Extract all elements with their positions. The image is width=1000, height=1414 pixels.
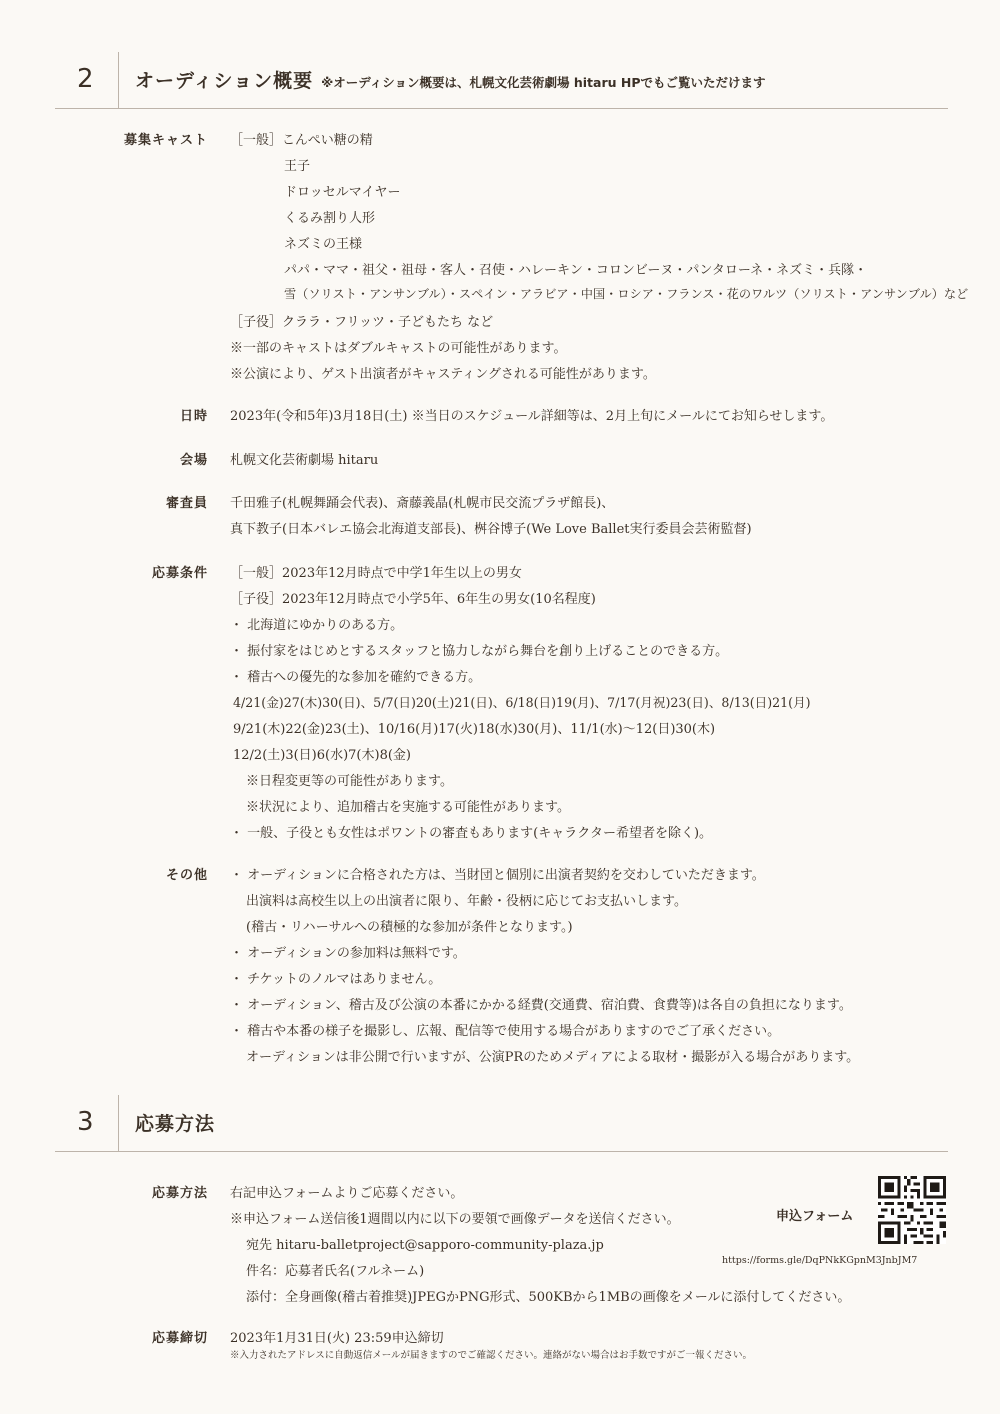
judges-line: 真下教子(日本バレエ協会北海道支部長)、桝谷博子(We Love Ballet実行委員会芸術監督): [230, 522, 752, 537]
conditions-line: ※日程変更等の可能性があります。: [246, 774, 453, 789]
venue-label: 会場: [179, 453, 208, 468]
section-3-header: [55, 1095, 948, 1152]
other-line: 出演料は高校生以上の出演者に限り、年齢・役柄に応じてお支払いします。: [246, 894, 687, 909]
cast-line: ※一部のキャストはダブルキャストの可能性があります。: [230, 341, 567, 356]
cast-line: パパ・ママ・祖父・祖母・客人・召使・ハレーキン・コロンビーヌ・パンタローネ・ネズミ・兵隊・: [284, 263, 868, 278]
section-title: [135, 66, 766, 93]
conditions-line: ・ 北海道にゆかりのある方。: [230, 618, 404, 633]
conditions-line: 9/21(木)22(金)23(土)、10/16(月)17(火)18(水)30(月)、11/1(水)〜12(日)30(木): [233, 722, 716, 737]
conditions-line: ［子役］2023年12月時点で小学5年、6年生の男女(10名程度): [230, 592, 596, 607]
other-line: ・ オーディションの参加料は無料です。: [230, 946, 466, 961]
other-line: ・ 稽古や本番の様子を撮影し、広報、配信等で使用する場合がありますのでご了承ください。: [230, 1024, 781, 1039]
section-2-header: [55, 52, 948, 109]
cast-line: ※公演により、ゲスト出演者がキャスティングされる可能性があります。: [230, 367, 656, 382]
deadline-note: ※入力されたアドレスに自動返信メールが届きますのでご確認ください。連絡がない場合はお手数ですがご一報ください。: [230, 1350, 753, 1361]
method-line: 右記申込フォームよりご応募ください。: [230, 1186, 464, 1201]
other-line: オーディションは非公開で行いますが、公演PRのためメディアによる取材・撮影が入る場合があります。: [246, 1050, 860, 1065]
cast-line: 王子: [284, 159, 311, 174]
date-text: 2023年(令和5年)3月18日(土) ※当日のスケジュール詳細等は、2月上旬にメールにてお知らせします。: [230, 409, 834, 424]
conditions-line: ※状況により、追加稽古を実施する可能性があります。: [246, 800, 570, 815]
method-line: 件名：応募者氏名(フルネーム): [246, 1264, 425, 1279]
section-title-text: オーディション概要: [135, 70, 314, 92]
conditions-line: 4/21(金)27(木)30(日)、5/7(日)20(土)21(日)、6/18(日)19(月)、7/17(月祝)23(日)、8/13(日)21(月): [233, 695, 811, 710]
divider: [118, 1095, 119, 1151]
section-note: ※オーディション概要は、札幌文化芸術劇場 hitaru HPでもご覧いただけます: [321, 75, 766, 90]
conditions-line: ・ 振付家をはじめとするスタッフと協力しながら舞台を創り上げることのできる方。: [230, 644, 729, 659]
other-label: その他: [165, 868, 208, 883]
date-label: 日時: [179, 409, 208, 424]
cast-line: 雪（ソリスト・アンサンブル）・スペイン・アラビア・中国・ロシア・フランス・花のワルツ（ソリスト・アンサンブル）など: [284, 287, 969, 301]
form-url[interactable]: https://forms.gle/DqPNkKGpnM3JnbJM7: [722, 1255, 918, 1266]
method-label: 応募方法: [151, 1186, 208, 1201]
other-line: ・ チケットのノルマはありません。: [230, 972, 442, 987]
divider: [118, 52, 119, 108]
deadline-label: 応募締切: [151, 1331, 208, 1346]
judges-line: 千田雅子(札幌舞踊会代表)、斎藤義晶(札幌市民交流プラザ館長)、: [230, 496, 615, 511]
method-line: 添付：全身画像(稽古着推奨)JPEGかPNG形式、500KBから1MBの画像をメールに添付してください。: [246, 1290, 851, 1305]
conditions-line: ・ 一般、子役とも女性はポワントの審査もあります(キャラクター希望者を除く)。: [230, 826, 713, 841]
qr-code-icon[interactable]: [878, 1176, 946, 1244]
cast-line: ［一般］こんぺい糖の精: [230, 133, 373, 148]
deadline-text: 2023年1月31日(火) 23:59申込締切: [230, 1331, 444, 1346]
cast-label: 募集キャスト: [123, 133, 208, 148]
other-line: ・ オーディションに合格された方は、当財団と個別に出演者契約を交わしていただきます。: [230, 868, 765, 883]
venue-text: 札幌文化芸術劇場 hitaru: [230, 453, 379, 468]
cast-line: ドロッセルマイヤー: [284, 185, 401, 200]
form-label: 申込フォーム: [776, 1209, 854, 1224]
section-number: 2: [77, 64, 94, 94]
cast-line: くるみ割り人形: [284, 211, 376, 226]
judges-label: 審査員: [165, 496, 208, 511]
method-line: 宛先 hitaru-balletproject@sapporo-community-plaza.jp: [246, 1238, 604, 1253]
other-line: ・ オーディション、稽古及び公演の本番にかかる経費(交通費、宿泊費、食費等)は各自の負担になります。: [230, 998, 852, 1013]
conditions-label: 応募条件: [151, 566, 208, 581]
conditions-line: 12/2(土)3(日)6(水)7(木)8(金): [233, 748, 411, 763]
method-line: ※申込フォーム送信後1週間以内に以下の要領で画像データを送信ください。: [230, 1212, 680, 1227]
conditions-line: ・ 稽古への優先的な参加を確約できる方。: [230, 670, 482, 685]
cast-line: ［子役］クララ・フリッツ・子どもたち など: [230, 315, 494, 330]
cast-line: ネズミの王様: [284, 237, 363, 252]
conditions-line: ［一般］2023年12月時点で中学1年生以上の男女: [230, 566, 522, 581]
section-title: 応募方法: [135, 1113, 216, 1135]
section-number: 3: [77, 1107, 94, 1137]
other-line: (稽古・リハーサルへの積極的な参加が条件となります。): [246, 920, 573, 935]
